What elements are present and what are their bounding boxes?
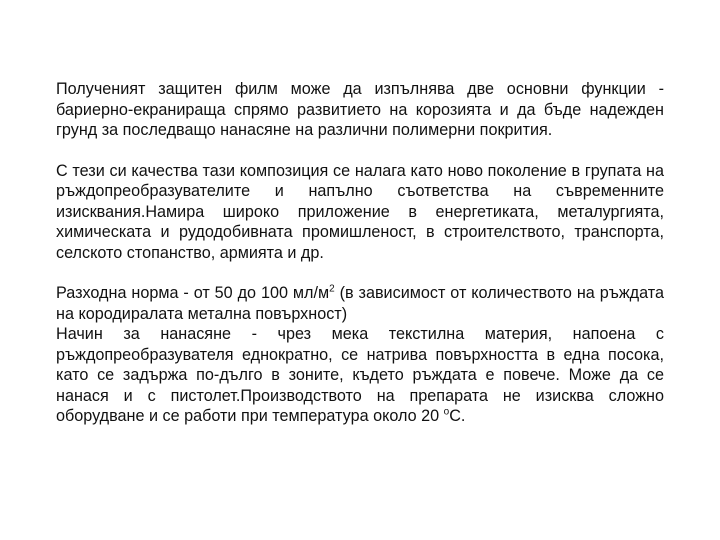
temperature-unit: С. [449,407,466,425]
application-method-text: Начин за нанасяне - чрез мека текстилна материя, напоена с ръждопреобразувателя еднократно, се натрива повърхността в една посока, като се задържа по-дълго в зоните, където ръждата е повече. Може да се нанася и с пистолет.Производството на препарата не изисква сложно оборудване и се работи при температура около 20 [56,325,664,425]
paragraph-consumption-rate [56,283,664,324]
text-body [56,79,664,427]
paragraph-gap [56,141,664,161]
square-superscript: 2 [329,283,335,295]
paragraph-composition-qualities: С тези си качества тази композиция се налага като ново поколение в групата на ръждопреобразувателите и напълно съответства на съвременните изисквания.Намира широко приложение в енергетиката, металургията, химическата и рудодобивната промишленост, в строителството, транспорта, селското стопанство, армията и др. [56,161,664,262]
paragraph-protective-film: Полученият защитен филм може да изпълнява две основни функции - бариерно-екраниращa спрямо развитието на корозията и да бъде надежден грунд за последващо нанасяне на различни полимерни покрития. [56,80,664,139]
consumption-rate-note: (в зависимост от количеството на ръждата на кородиралата метална повърхност) [56,284,664,323]
paragraph-gap [56,263,664,283]
paragraph-application-method [56,324,664,427]
consumption-rate-text: Разходна норма - от 50 до 100 мл/м [56,284,330,302]
degree-superscript: о [443,406,450,418]
